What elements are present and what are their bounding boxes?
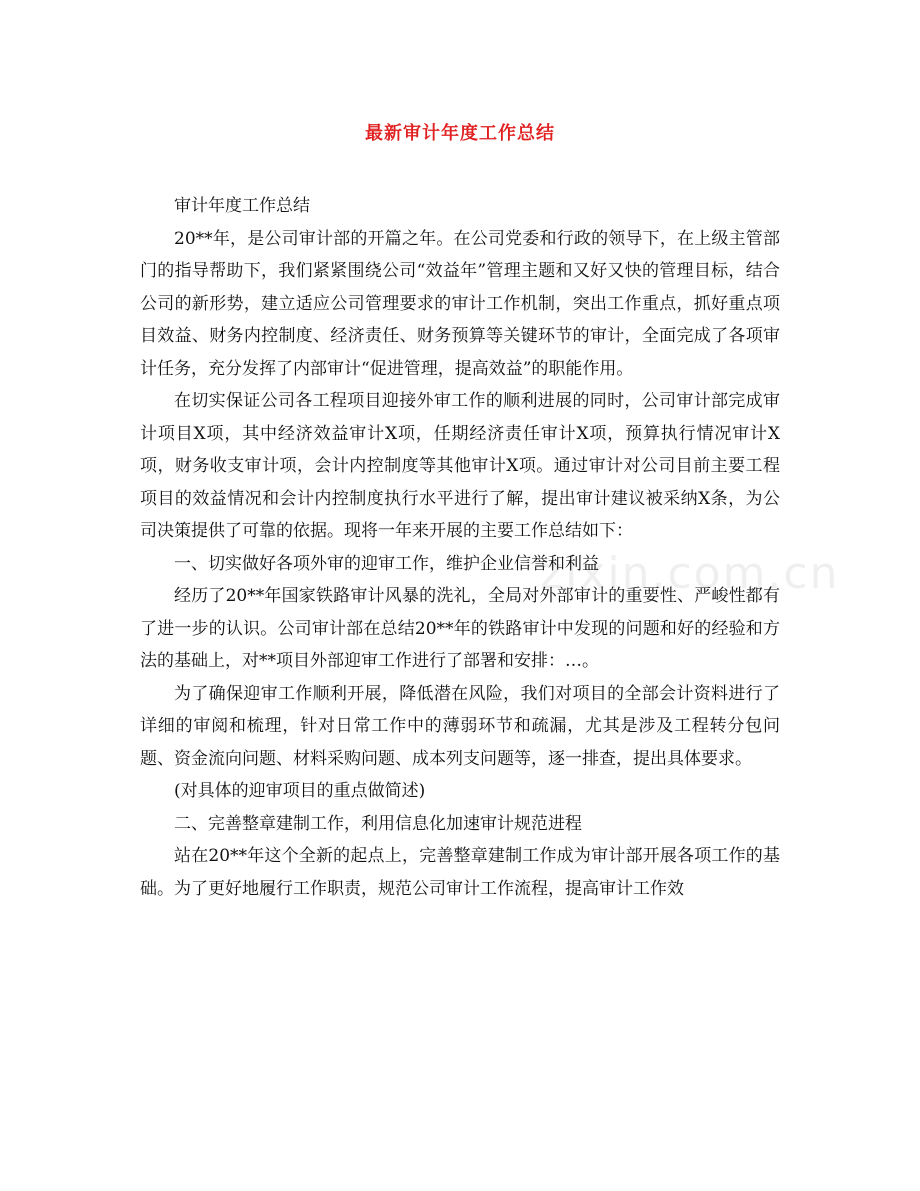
- paragraph-institution-building: 站在20**年这个全新的起点上，完善整章建制工作成为审计部开展各项工作的基础。为了更好地履行工作职责，规范公司审计工作流程，提高审计工作效: [140, 846, 780, 899]
- section-heading-summary: 审计年度工作总结: [174, 196, 310, 216]
- paragraph-audit-projects: 在切实保证公司各工程项目迎接外审工作的顺利进展的同时，公司审计部完成审计项目X项，其中经济效益审计X项，任期经济责任审计X项，预算执行情况审计X项，财务收支审计项，会计内控制度等其他审计X项。通过审计对公司目前主要工程项目的效益情况和会计内控制度执行水平进行了解，提出审计建议被采纳X条，为公司决策提供了可靠的依据。现将一年来开展的主要工作总结如下：: [140, 391, 780, 541]
- paragraph-note: (对具体的迎审项目的重点做简述): [174, 781, 426, 801]
- watermark-logo: zixin.com.cn: [540, 548, 840, 599]
- paragraph-audit-preparation: 为了确保迎审工作顺利开展，降低潜在风险，我们对项目的全部会计资料进行了详细的审阅和梳理，针对日常工作中的薄弱环节和疏漏，尤其是涉及工程转分包问题、资金流向问题、材料采购问题、成本列支问题等，逐一排查，提出具体要求。: [140, 683, 780, 769]
- paragraph-intro: 20**年，是公司审计部的开篇之年。在公司党委和行政的领导下，在上级主管部门的指导帮助下，我们紧紧围绕公司“效益年”管理主题和又好又快的管理目标，结合公司的新形势，建立适应公司管理要求的审计工作机制，突出工作重点，抓好重点项目效益、财务内控制度、经济责任、财务预算等关键环节的审计，全面完成了各项审计任务，充分发挥了内部审计“促进管理，提高效益”的职能作用。: [140, 228, 780, 379]
- document-title: 最新审计年度工作总结: [365, 123, 555, 144]
- paragraph-railway-audit: 经历了20**年国家铁路审计风暴的洗礼，全局对外部审计的重要性、严峻性都有了进一步的认识。公司审计部在总结20**年的铁路审计中发现的问题和好的经验和方法的基础上，对**项目外部迎审工作进行了部署和安排：…。: [140, 586, 780, 671]
- section-heading-2: 二、完善整章建制工作，利用信息化加速审计规范进程: [174, 813, 582, 834]
- document-body: [140, 190, 780, 905]
- section-heading-1: 一、切实做好各项外审的迎审工作，维护企业信誉和利益: [174, 553, 599, 574]
